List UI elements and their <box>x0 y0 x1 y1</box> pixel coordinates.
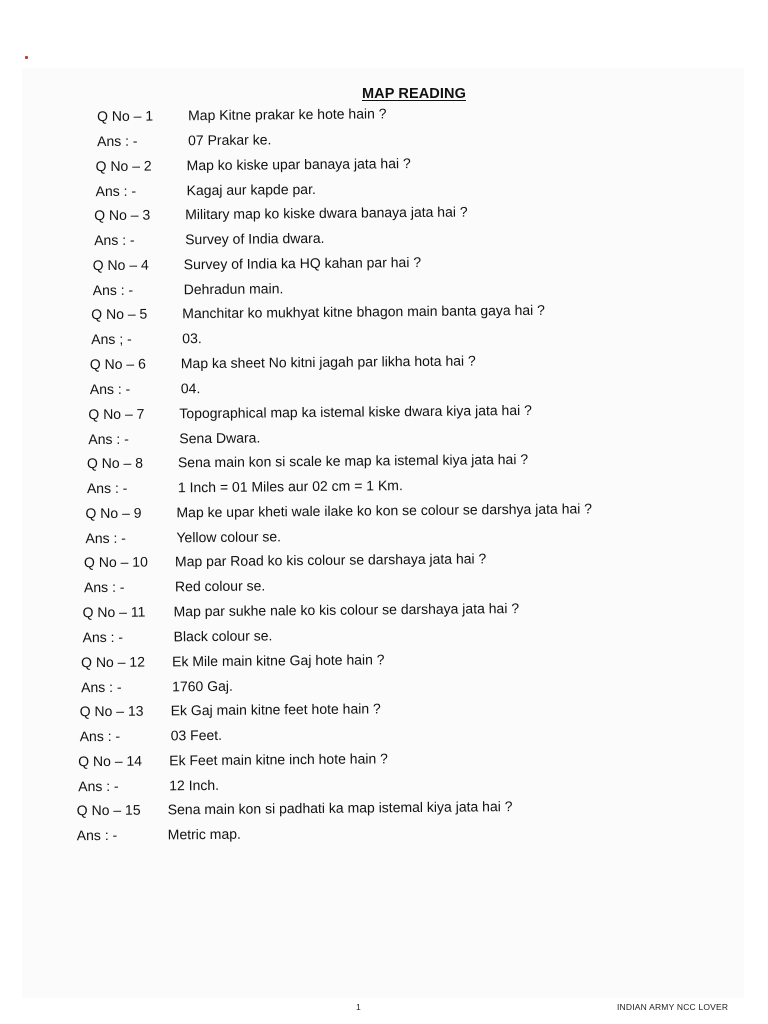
answer-label: Ans : - <box>76 827 118 844</box>
answer-label: Ans : - <box>81 678 122 695</box>
question-text: Sena main kon si scale ke map ka istemal kiya jata hai ? <box>177 451 529 471</box>
answer-text: 04. <box>180 380 201 397</box>
question-text: Map par sukhe nale ko kis colour se darshaya jata hai ? <box>173 600 520 620</box>
answer-label: Ans : - <box>88 430 129 447</box>
answer-text: 1 Inch = 01 Miles aur 02 cm = 1 Km. <box>177 477 403 496</box>
answer-text: 1760 Gaj. <box>172 677 233 694</box>
question-number-label: Q No – 9 <box>85 504 142 521</box>
answer-label: Ans : - <box>86 479 128 497</box>
question-number-label: Q No – 6 <box>89 355 146 373</box>
question-text: Manchitar ko mukhyat kitne bhagon main banta gaya hai ? <box>182 302 545 322</box>
answer-label: Ans : - <box>82 628 124 646</box>
answer-label: Ans : - <box>92 281 134 298</box>
answer-label: Ans : - <box>85 529 127 546</box>
answer-label: Ans : - <box>94 231 135 249</box>
question-text: Ek Gaj main kitne feet hote hain ? <box>170 700 381 719</box>
question-number-label: Q No – 7 <box>88 405 145 422</box>
answer-label: Ans ; - <box>91 331 132 348</box>
answer-text: Yellow colour se. <box>176 528 282 546</box>
answer-text: Black colour se. <box>173 627 273 645</box>
answer-text: 03. <box>182 330 202 347</box>
question-text: Map ko kiske upar banaya jata hai ? <box>186 154 411 173</box>
question-number-label: Q No – 3 <box>94 206 151 224</box>
page-number: 1 <box>356 1002 361 1012</box>
question-text: Survey of India ka HQ kahan par hai ? <box>183 253 422 273</box>
answer-text: Metric map. <box>167 826 241 843</box>
question-number-label: Q No – 2 <box>95 157 152 174</box>
question-number-label: Q No – 4 <box>92 256 149 273</box>
answer-label: Ans : - <box>96 132 138 150</box>
question-text: Topographical map ka istemal kiske dwara kiya jata hai ? <box>179 401 532 421</box>
question-number-label: Q No – 1 <box>96 107 154 125</box>
footer-brand: INDIAN ARMY NCC LOVER <box>617 1002 729 1012</box>
question-number-label: Q No – 8 <box>86 454 144 472</box>
question-number-label: Q No – 14 <box>78 752 143 770</box>
answer-text: 07 Prakar ke. <box>187 131 272 149</box>
answer-text: Sena Dwara. <box>179 429 261 446</box>
answer-text: 12 Inch. <box>169 776 220 794</box>
answer-text: 03 Feet. <box>170 727 223 744</box>
question-text: Map par Road ko kis colour se darshaya jata hai ? <box>174 550 487 570</box>
answer-text: Red colour se. <box>174 577 266 595</box>
question-number-label: Q No – 13 <box>79 702 144 720</box>
question-number-label: Q No – 12 <box>81 653 146 670</box>
answer-text: Survey of India dwara. <box>185 230 325 248</box>
answer-label: Ans : - <box>95 182 137 199</box>
answer-label: Ans : - <box>78 777 119 795</box>
question-text: Map ke upar kheti wale ilake ko kon se colour se darshya jata hai ? <box>176 500 593 521</box>
question-number-label: Q No – 5 <box>91 305 148 323</box>
question-number-label: Q No – 10 <box>83 553 148 571</box>
answer-label: Ans : - <box>83 579 125 596</box>
page-title: MAP READING <box>362 86 466 102</box>
question-text: Sena main kon si padhati ka map istemal kiya jata hai ? <box>167 798 513 818</box>
answer-text: Dehradun main. <box>183 280 284 298</box>
answer-label: Ans : - <box>79 728 121 745</box>
question-text: Ek Mile main kitne Gaj hote hain ? <box>172 650 385 669</box>
question-text: Ek Feet main kitne inch hote hain ? <box>169 750 388 769</box>
answer-label: Ans : - <box>89 380 131 398</box>
question-text: Military map ko kiske dwara banaya jata hai ? <box>185 203 468 223</box>
question-number-label: Q No – 15 <box>76 802 141 819</box>
question-text: Map Kitne prakar ke hote hain ? <box>187 105 387 124</box>
answer-text: Kagaj aur kapde par. <box>186 180 316 198</box>
question-number-label: Q No – 11 <box>82 603 146 621</box>
question-text: Map ka sheet No kitni jagah par likha hota hai ? <box>180 352 476 372</box>
